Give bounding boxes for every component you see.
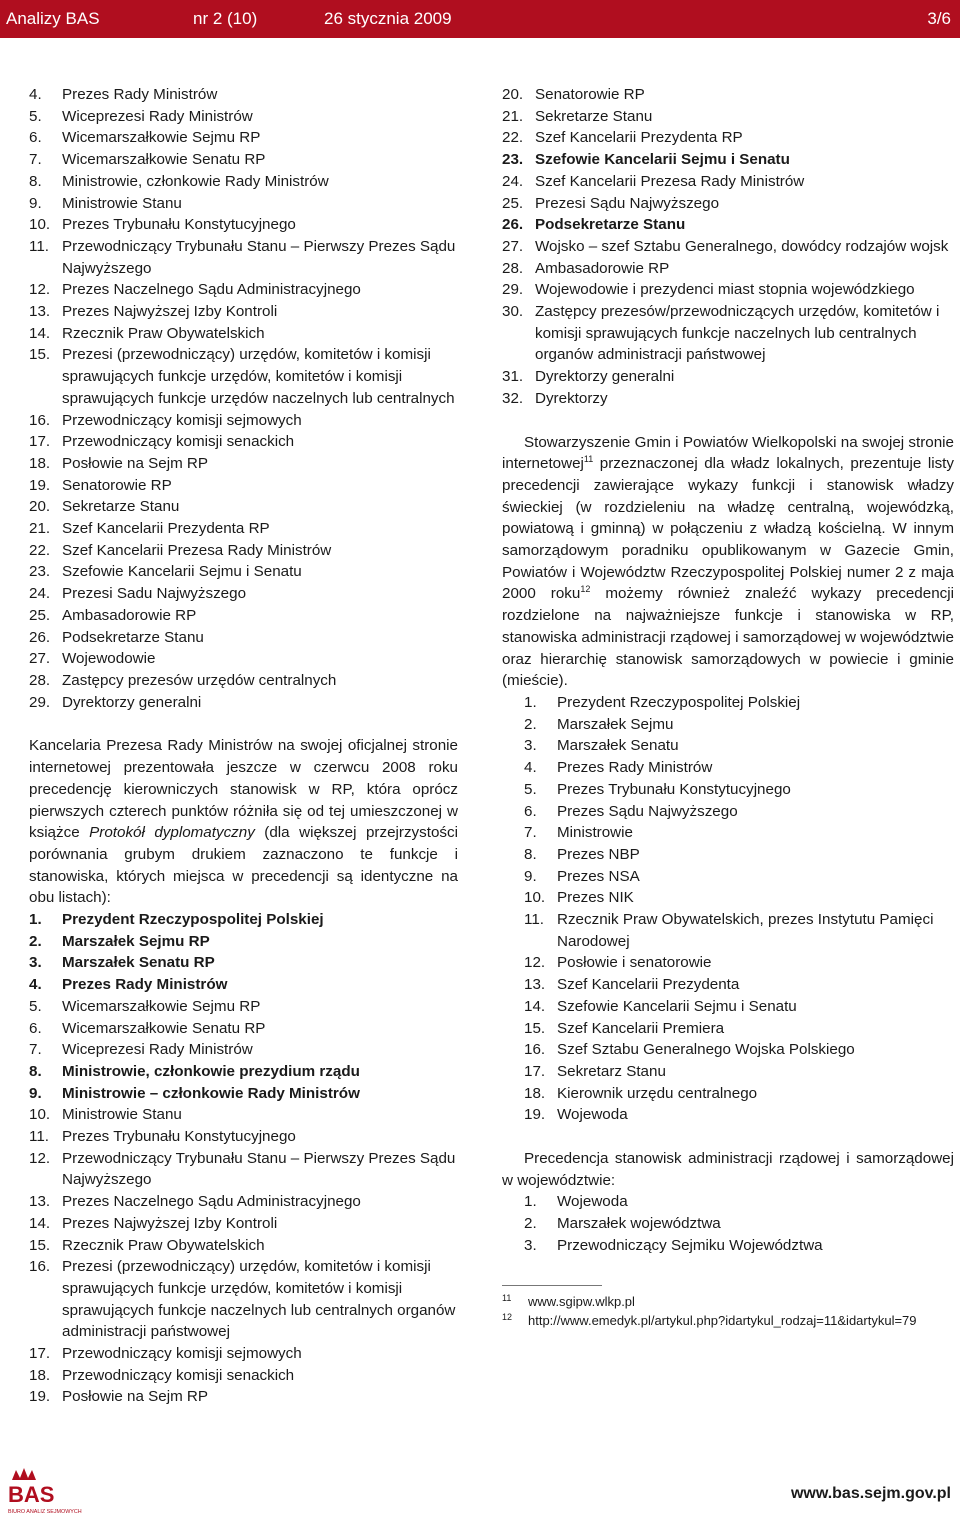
list-item-number: 28.: [29, 671, 51, 689]
footnote-divider: [502, 1285, 602, 1286]
list-item: [29, 692, 458, 714]
list-item: [29, 648, 458, 670]
list-item-number: 24.: [29, 585, 51, 603]
list-item: [502, 193, 954, 215]
list-item: [524, 1061, 954, 1083]
list-item: [29, 996, 458, 1018]
list-item-text: Szef Kancelarii Prezydenta: [557, 976, 740, 994]
list-item: [524, 1039, 954, 1061]
footnote-ref: 12: [580, 584, 591, 595]
list-item: [29, 1343, 458, 1365]
bas-logo: [6, 1466, 88, 1516]
list-item-text: Prezes Najwyższej Izby Kontroli: [62, 303, 278, 321]
list-item: [524, 801, 954, 823]
list-item-number: 5.: [524, 780, 537, 798]
list-item-number: 28.: [502, 259, 524, 277]
right-column: [502, 84, 954, 1330]
list-item-text: Wojewoda: [557, 1106, 628, 1124]
list-item: [502, 84, 954, 106]
footnote-url[interactable]: www.sgipw.wlkp.pl: [528, 1293, 635, 1309]
list-item-number: 1.: [524, 693, 537, 711]
list-item-text: Prezesi (przewodniczący) urzędów, komitetów i komisji sprawujących funkcje urzędów, komitetów i komisji sprawujących funkcje urzędów naczelnych lub centralnych: [62, 346, 455, 407]
list-item-number: 13.: [524, 976, 546, 994]
list-item-text: Ministrowie – członkowie Rady Ministrów: [62, 1084, 360, 1102]
list-item: [524, 692, 954, 714]
list-item-text: Prezes NIK: [557, 889, 634, 907]
list-item: [29, 540, 458, 562]
list-item-number: 14.: [29, 1214, 51, 1232]
list-item-number: 13.: [29, 303, 51, 321]
page-footer: [0, 1460, 960, 1519]
eagle-icon: [6, 1466, 88, 1516]
list-item: [524, 1213, 954, 1235]
list-item: [524, 952, 954, 974]
list-item-text: Zastępcy prezesów/przewodniczących urzędów, komitetów i komisji sprawujących funkcje naczelnych lub centralnych organów administracji państwowej: [535, 303, 940, 364]
list-item: [502, 171, 954, 193]
list-item-number: 31.: [502, 368, 524, 386]
list-item-text: Wiceprezesi Rady Ministrów: [62, 1041, 253, 1059]
list-item-number: 23.: [502, 151, 524, 169]
list-item-text: Marszałek Senatu RP: [62, 954, 215, 972]
list-item-text: Szef Sztabu Generalnego Wojska Polskiego: [557, 1041, 855, 1059]
list-item-number: 20.: [29, 498, 51, 516]
precedence-list-book: [29, 84, 458, 713]
list-item-text: Wicemarszałkowie Senatu RP: [62, 1019, 266, 1037]
list-item-text: Szefowie Kancelarii Sejmu i Senatu: [557, 997, 797, 1015]
list-item-text: Przewodniczący komisji sejmowych: [62, 1345, 302, 1363]
list-item-number: 26.: [502, 216, 524, 234]
list-item-number: 16.: [29, 411, 51, 429]
list-item: [29, 583, 458, 605]
list-item-number: 1.: [524, 1193, 537, 1211]
list-item-number: 9.: [29, 194, 42, 212]
list-item-text: Przewodniczący komisji senackich: [62, 433, 295, 451]
list-item: [524, 1083, 954, 1105]
list-item-number: 3.: [524, 1236, 537, 1254]
list-item: [502, 149, 954, 171]
list-item-text: Wojewodowie i prezydenci miast stopnia wojewódzkiego: [535, 281, 915, 299]
list-item: [29, 127, 458, 149]
list-item: [29, 1256, 458, 1343]
list-item: [29, 1191, 458, 1213]
list-item-number: 6.: [29, 129, 42, 147]
list-item-number: 4.: [29, 86, 42, 103]
list-item: [29, 1213, 458, 1235]
list-item-text: Szef Kancelarii Premiera: [557, 1019, 725, 1037]
list-item-number: 18.: [29, 1366, 51, 1384]
publication-title: Analizy BAS: [6, 9, 100, 28]
list-item-text: Posłowie i senatorowie: [557, 954, 712, 972]
list-item: [29, 1018, 458, 1040]
list-item-text: Prezesi Sadu Najwyższego: [62, 585, 247, 603]
list-item-number: 9.: [524, 867, 537, 885]
list-item-number: 1.: [29, 911, 42, 929]
footnote-number: 11: [502, 1292, 512, 1303]
list-item-text: Wiceprezesi Rady Ministrów: [62, 107, 253, 125]
list-item: [29, 518, 458, 540]
list-item: [29, 1235, 458, 1257]
list-item-number: 15.: [524, 1019, 546, 1037]
list-item: [524, 714, 954, 736]
list-item-number: 19.: [29, 1388, 51, 1406]
list-item-text: Marszałek Senatu: [557, 737, 679, 755]
footnote-url[interactable]: http://www.emedyk.pl/artykul.php?idartykul_rodzaj=11&idartykul=79: [528, 1312, 917, 1328]
list-item-text: Przewodniczący komisji sejmowych: [62, 411, 302, 429]
list-item-text: Szef Kancelarii Prezydenta RP: [535, 129, 743, 147]
list-item-text: Wojsko – szef Sztabu Generalnego, dowódcy rodzajów wojsk: [535, 237, 949, 255]
list-item-number: 5.: [29, 107, 42, 125]
list-item-number: 17.: [29, 1345, 51, 1363]
list-item-number: 10.: [29, 216, 51, 234]
list-item-number: 27.: [502, 237, 524, 255]
precedence-list-kprm-continued: [502, 84, 954, 410]
list-item-text: Zastępcy prezesów urzędów centralnych: [62, 671, 337, 689]
list-item-text: Przewodniczący Trybunału Stanu – Pierwszy Prezes Sądu Najwyższego: [62, 1149, 456, 1189]
list-item-text: Szefowie Kancelarii Sejmu i Senatu: [62, 563, 302, 581]
list-item: [29, 475, 458, 497]
list-item-text: Prezes Sądu Najwyższego: [557, 802, 738, 820]
sgipw-paragraph: [502, 432, 954, 692]
list-item: [29, 344, 458, 409]
list-item-number: 7.: [524, 824, 537, 842]
svg-text:BAS: BAS: [8, 1482, 55, 1507]
list-item-number: 22.: [29, 541, 51, 559]
page-header: [0, 0, 960, 38]
page-number: 3/6: [927, 9, 951, 28]
list-item: [524, 909, 954, 952]
svg-text:BIURO ANALIZ SEJMOWYCH: BIURO ANALIZ SEJMOWYCH: [8, 1509, 82, 1515]
list-item-number: 8.: [524, 845, 537, 863]
list-item-text: Szef Kancelarii Prezesa Rady Ministrów: [62, 541, 332, 559]
list-item: [29, 670, 458, 692]
list-item: [524, 779, 954, 801]
list-item-text: Rzecznik Praw Obywatelskich, prezes Instytutu Pamięci Narodowej: [557, 911, 934, 950]
list-item-text: Szef Kancelarii Prezydenta RP: [62, 520, 270, 538]
list-item: [524, 1018, 954, 1040]
precedence-list-kprm: [29, 909, 458, 1408]
precedence-list-voivodeship: [502, 1191, 954, 1256]
list-item-number: 7.: [29, 151, 42, 169]
list-item-number: 16.: [29, 1258, 51, 1276]
list-item: [29, 1386, 458, 1408]
list-item: [502, 236, 954, 258]
list-item-text: Wicemarszałkowie Sejmu RP: [62, 997, 261, 1015]
list-item-text: Marszałek Sejmu RP: [62, 932, 210, 950]
list-item-number: 2.: [524, 1215, 537, 1233]
list-item: [29, 1148, 458, 1191]
list-item: [524, 757, 954, 779]
list-item: [29, 431, 458, 453]
list-item-number: 29.: [502, 281, 524, 299]
list-item: [29, 410, 458, 432]
list-item-number: 18.: [524, 1084, 546, 1102]
list-item-text: Wojewodowie: [62, 650, 156, 668]
list-item-text: Prezes Rady Ministrów: [62, 976, 228, 994]
list-item-text: Podsekretarze Stanu: [62, 628, 204, 646]
list-item: [29, 561, 458, 583]
paragraph-text: Kancelaria Prezesa Rady Ministrów na swojej oficjalnej stronie internetowej prezentowała jeszcze w czerwcu 2008 roku precedencję kierowniczych stanowisk w RP, która oprócz pierwszych czterech punktów różniła się od tej umieszczonej w książce: [29, 737, 458, 842]
list-item: [29, 605, 458, 627]
list-item-text: Prezesi Sądu Najwyższego: [535, 194, 720, 212]
list-item-number: 16.: [524, 1041, 546, 1059]
list-item-text: Ambasadorowie RP: [62, 606, 197, 624]
list-item-number: 12.: [29, 1149, 51, 1167]
footnotes: [502, 1292, 954, 1330]
list-item: [502, 127, 954, 149]
list-item-text: Kierownik urzędu centralnego: [557, 1084, 758, 1102]
list-item-number: 15.: [29, 1236, 51, 1254]
list-item: [29, 193, 458, 215]
list-item-text: Ministrowie, członkowie prezydium rządu: [62, 1062, 360, 1080]
list-item-number: 12.: [524, 954, 546, 972]
list-item: [502, 366, 954, 388]
list-item: [29, 279, 458, 301]
list-item: [502, 301, 954, 366]
list-item: [29, 952, 458, 974]
issue-date: 26 stycznia 2009: [324, 9, 452, 28]
list-item-number: 19.: [524, 1106, 546, 1124]
list-item-number: 20.: [502, 86, 524, 103]
list-item-text: Szef Kancelarii Prezesa Rady Ministrów: [535, 172, 805, 190]
list-item: [29, 1126, 458, 1148]
list-item-text: Wicemarszałkowie Sejmu RP: [62, 129, 261, 147]
list-item-text: Wicemarszałkowie Senatu RP: [62, 151, 266, 169]
list-item-number: 3.: [29, 954, 42, 972]
list-item: [29, 301, 458, 323]
paragraph-text: możemy również znaleźć wykazy precedencji rozdzielone na najważniejsze funkcje i stanowiska w RP, stanowiska administracji rządowej i samorządowej w województwie oraz hierarchię stanowisk samorządowych w powiecie i gminie (mieście).: [502, 585, 954, 690]
list-item-number: 6.: [29, 1019, 42, 1037]
list-item-text: Dyrektorzy generalni: [535, 368, 675, 386]
list-item-text: Ministrowie Stanu: [62, 194, 182, 212]
list-item: [524, 1104, 954, 1126]
list-item-text: Dyrektorzy: [535, 389, 608, 407]
footnote-number: 12: [502, 1311, 513, 1322]
list-item-text: Dyrektorzy generalni: [62, 693, 202, 711]
list-item-text: Senatorowie RP: [535, 86, 645, 103]
list-item-text: Przewodniczący komisji senackich: [62, 1366, 295, 1384]
list-item-number: 13.: [29, 1193, 51, 1211]
list-item-text: Przewodniczący Trybunału Stanu – Pierwszy Prezes Sądu Najwyższego: [62, 237, 456, 277]
list-item-text: Sekretarze Stanu: [62, 498, 180, 516]
paragraph-text: przeznaczonej dla władz lokalnych, prezentuje listy precedencji zawierające wykazy funkcji i stanowisk władzy świeckiej (w rozdzieleniu na władzę centralną, wojewódzką, powiatową i gminną) w połączeniu z władzą kościelną. W innym samorządowym poradniku opublikowanym w Gazecie Gmin, Powiatów i Województw Rzeczypospolitej Polskiej numer 2 z maja 2000 roku: [502, 455, 954, 603]
list-item-number: 14.: [524, 997, 546, 1015]
website-address[interactable]: www.bas.sejm.gov.pl: [790, 1485, 951, 1502]
list-item-text: Sekretarze Stanu: [535, 107, 653, 125]
list-item: [524, 1191, 954, 1213]
list-item-text: Prezesi (przewodniczący) urzędów, komitetów i komisji sprawujących funkcje urzędów, komitetów i komisji sprawujących funkcje naczelnych lub centralnych organów administracji państwowej: [62, 1258, 456, 1341]
list-item-text: Prezydent Rzeczypospolitej Polskiej: [557, 693, 801, 711]
list-item: [524, 1235, 954, 1257]
footnote-ref: 11: [583, 454, 594, 465]
list-item-number: 25.: [502, 194, 524, 212]
list-item-text: Prezes Najwyższej Izby Kontroli: [62, 1214, 278, 1232]
list-item-text: Prezes Trybunału Konstytucyjnego: [62, 1128, 296, 1146]
list-item: [524, 887, 954, 909]
list-item-number: 32.: [502, 389, 524, 407]
list-item-text: Prezydent Rzeczypospolitej Polskiej: [62, 911, 324, 929]
list-item-number: 14.: [29, 324, 51, 342]
list-item-number: 21.: [502, 107, 524, 125]
list-item-number: 11.: [29, 1128, 49, 1146]
list-item-text: Wojewoda: [557, 1193, 628, 1211]
list-item-number: 5.: [29, 997, 42, 1015]
list-item: [29, 149, 458, 171]
list-item-text: Przewodniczący Sejmiku Województwa: [557, 1236, 823, 1254]
left-column: [29, 84, 458, 1408]
list-item-text: Ministrowie, członkowie Rady Ministrów: [62, 172, 329, 190]
list-item-text: Posłowie na Sejm RP: [62, 454, 209, 472]
list-item: [502, 258, 954, 280]
list-item: [29, 1083, 458, 1105]
list-item-text: Senatorowie RP: [62, 476, 172, 494]
list-item-number: 4.: [524, 759, 537, 777]
list-item-number: 26.: [29, 628, 51, 646]
list-item: [29, 1039, 458, 1061]
list-item-number: 19.: [29, 476, 51, 494]
list-item-text: Prezes Naczelnego Sądu Administracyjnego: [62, 1193, 361, 1211]
list-item-text: Podsekretarze Stanu: [535, 216, 686, 234]
list-item-text: Marszałek Sejmu: [557, 715, 674, 733]
footnote: [502, 1311, 954, 1330]
list-item: [502, 388, 954, 410]
issue-number: nr 2 (10): [193, 9, 258, 28]
list-item-text: Sekretarz Stanu: [557, 1062, 666, 1080]
list-item-number: 18.: [29, 454, 51, 472]
book-title: Protokół dyplomatyczny: [89, 824, 255, 842]
list-item-number: 25.: [29, 606, 51, 624]
list-item-text: Szefowie Kancelarii Sejmu i Senatu: [535, 151, 790, 169]
kprm-paragraph: [29, 735, 458, 909]
list-item: [29, 214, 458, 236]
list-item: [29, 236, 458, 279]
list-item-number: 15.: [29, 346, 51, 364]
paragraph-text: (dla większej przejrzystości porównania grubym drukiem zaznaczono te funkcje i stanowiska, których miejsca w precedencji są identyczne na obu listach):: [29, 824, 458, 907]
list-item-number: 3.: [524, 737, 537, 755]
list-item: [29, 496, 458, 518]
list-item-number: 24.: [502, 172, 524, 190]
list-item-number: 8.: [29, 1062, 42, 1080]
list-item-text: Posłowie na Sejm RP: [62, 1388, 209, 1406]
list-item-number: 8.: [29, 172, 42, 190]
list-item-number: 11.: [524, 911, 544, 929]
list-item-text: Prezes NSA: [557, 867, 640, 885]
list-item: [29, 106, 458, 128]
list-item-number: 7.: [29, 1041, 42, 1059]
footnote: [502, 1292, 954, 1311]
list-item: [29, 453, 458, 475]
list-item-number: 11.: [29, 237, 49, 255]
list-item: [524, 996, 954, 1018]
list-item-number: 2.: [524, 715, 537, 733]
voivodeship-paragraph: Precedencja stanowisk administracji rządowej i samorządowej w województwie:: [502, 1150, 954, 1189]
list-item-number: 4.: [29, 976, 42, 994]
list-item-number: 23.: [29, 563, 51, 581]
list-item-text: Rzecznik Praw Obywatelskich: [62, 1236, 265, 1254]
list-item: [502, 106, 954, 128]
list-item: [29, 1061, 458, 1083]
list-item-text: Ministrowie: [557, 824, 633, 842]
list-item: [29, 171, 458, 193]
list-item-number: 30.: [502, 303, 524, 321]
list-item-text: Marszałek województwa: [557, 1215, 721, 1233]
list-item-text: Prezes Rady Ministrów: [62, 86, 218, 103]
paragraph-text: Stowarzyszenie Gmin i Powiatów Wielkopolski na swojej stronie internetowej: [502, 433, 954, 473]
list-item-text: Rzecznik Praw Obywatelskich: [62, 324, 265, 342]
list-item-text: Ambasadorowie RP: [535, 259, 670, 277]
list-item: [502, 214, 954, 236]
list-item: [524, 844, 954, 866]
list-item: [524, 866, 954, 888]
list-item-number: 27.: [29, 650, 51, 668]
list-item-number: 29.: [29, 693, 51, 711]
list-item: [29, 1104, 458, 1126]
list-item-number: 12.: [29, 281, 51, 299]
list-item-text: Prezes Naczelnego Sądu Administracyjnego: [62, 281, 361, 299]
list-item-text: Ministrowie Stanu: [62, 1106, 182, 1124]
list-item-number: 2.: [29, 932, 42, 950]
list-item: [29, 627, 458, 649]
list-item-number: 10.: [524, 889, 546, 907]
list-item-text: Prezes Trybunału Konstytucyjnego: [557, 780, 791, 798]
list-item: [29, 931, 458, 953]
list-item-number: 22.: [502, 129, 524, 147]
list-item-text: Prezes Rady Ministrów: [557, 759, 713, 777]
list-item: [29, 974, 458, 996]
list-item: [29, 1365, 458, 1387]
list-item-text: Prezes NBP: [557, 845, 640, 863]
list-item-number: 9.: [29, 1084, 42, 1102]
list-item: [29, 909, 458, 931]
list-item: [524, 735, 954, 757]
list-item: [524, 974, 954, 996]
list-item-number: 21.: [29, 520, 51, 538]
list-item-number: 17.: [524, 1062, 546, 1080]
list-item-text: Prezes Trybunału Konstytucyjnego: [62, 216, 296, 234]
precedence-list-rp: [502, 692, 954, 1126]
list-item-number: 6.: [524, 802, 537, 820]
list-item-number: 10.: [29, 1106, 51, 1124]
list-item: [29, 84, 458, 106]
list-item: [524, 822, 954, 844]
list-item: [29, 323, 458, 345]
list-item: [502, 279, 954, 301]
list-item-number: 17.: [29, 433, 51, 451]
